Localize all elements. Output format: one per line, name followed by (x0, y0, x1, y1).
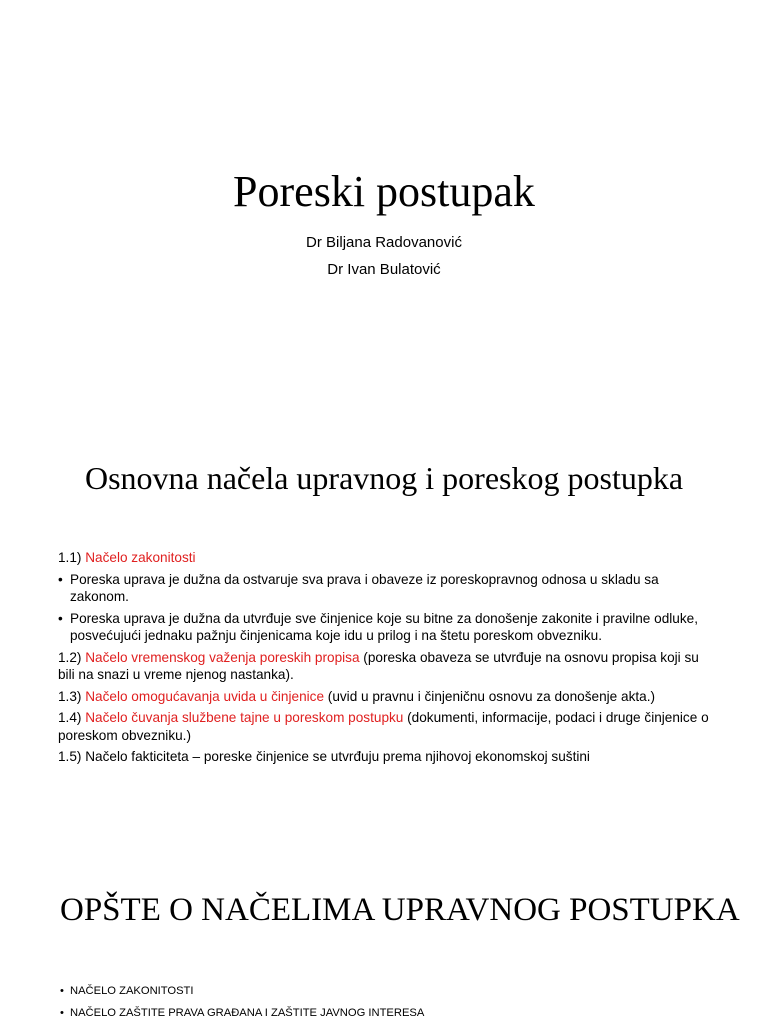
item-number: 1.3) (58, 688, 82, 704)
principle-item (58, 649, 718, 684)
bullet-text: Poreska uprava je dužna da utvrđuje sve činjenice koje su bitne za donošenje zakonite i pravilne odluke, posvećujući jednaku pažnju činjenicama koje idu u prilog i na štetu poreskom obvezniku. (70, 610, 698, 643)
principle-item (58, 688, 718, 706)
bullet-icon: • (58, 610, 63, 626)
principle-item (58, 709, 718, 744)
general-principles-list (60, 982, 740, 1026)
principles-list (58, 549, 718, 770)
item-number: 1.4) (58, 710, 82, 725)
bullet-item (60, 982, 740, 1000)
principle-description: (uvid u pravnu i činjeničnu osnovu za donošenje akta.) (327, 688, 656, 704)
author-2: Dr Ivan Bulatović (327, 261, 441, 278)
principle-description: (dokumenti, informacije, podaci i druge činjenice o poreskom obvezniku.) (58, 710, 709, 743)
item-number: 1.1) (58, 550, 82, 565)
bullet-icon: • (58, 571, 63, 587)
slide-heading: OPŠTE O NAČELIMA UPRAVNOG POSTUPKA (60, 892, 740, 928)
bullet-icon: • (60, 1007, 64, 1019)
bullet-item (60, 1004, 740, 1022)
principle-name: Načelo zakonitosti (85, 550, 196, 565)
principle-item (58, 748, 718, 766)
slide-general-principles (0, 868, 768, 1024)
slide-principles (0, 388, 768, 868)
item-number: 1.5) (58, 749, 82, 764)
principle-name: Načelo omogućavanja uvida u činjenice (85, 688, 325, 704)
item-number: 1.2) (58, 649, 82, 665)
principle-description: (poreska obaveza se utvrđuje na osnovu propisa koji su bili na snazi u vreme njenog nastanka). (58, 649, 699, 682)
presentation-title: Poreski postupak (233, 167, 535, 216)
principle-name: Načelo čuvanja službene tajne u poreskom postupku (85, 710, 404, 725)
bullet-item (58, 610, 718, 645)
author-1: Dr Biljana Radovanović (306, 234, 462, 251)
bullet-text: Poreska uprava je dužna da ostvaruje sva prava i obaveze iz poreskopravnog odnosa u skladu sa zakonom. (70, 571, 659, 604)
bullet-text: NAČELO ZAŠTITE PRAVA GRAĐANA I ZAŠTITE JAVNOG INTERESA (70, 1007, 425, 1019)
principle-item (58, 549, 718, 567)
principle-name: Načelo vremenskog važenja poreskih propisa (85, 649, 360, 665)
slide-heading: Osnovna načela upravnog i poreskog postupka (84, 460, 684, 496)
principle-description: Načelo fakticiteta – poreske činjenice se utvrđuju prema njihovoj ekonomskoj suštini (85, 749, 590, 764)
bullet-text: NAČELO ZAKONITOSTI (70, 985, 194, 997)
slide-title (0, 0, 768, 388)
bullet-icon: • (60, 985, 64, 997)
bullet-item (58, 571, 718, 606)
